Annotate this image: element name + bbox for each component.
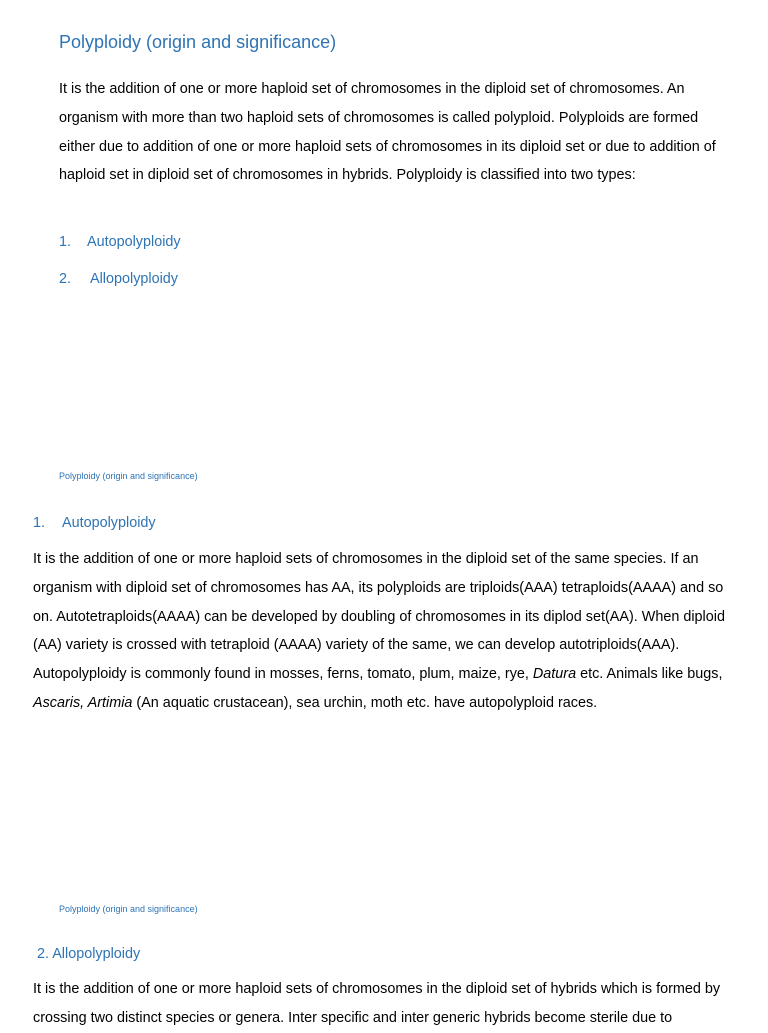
allopolyploidy-paragraph: It is the addition of one or more haploid sets of chromosomes in the diploid set of hybrids which is formed by crossing two distinct species or genera. Inter specific and inter generic hybrids become sterile due to (33, 981, 721, 1026)
species-name: Datura (532, 666, 577, 683)
intro-paragraph: It is the addition of one or more haploid set of chromosomes in the diploid set of chromosomes. An organism with more than two haploid sets of chromosomes is called polyploid. Polyploids are formed either due to addition of one or more haploid sets of chromosomes in its diploid set or due to addition of haploid set in diploid set of chromosomes in hybrids. Polyploidy is classified into two types: (59, 81, 716, 184)
section-heading-autopolyploidy (33, 513, 156, 533)
list-item-allopolyploidy (59, 269, 178, 289)
section-number: 1. (33, 515, 46, 531)
section-heading-allopolyploidy: 2. Allopolyploidy (37, 946, 141, 962)
body-text: (An aquatic crustacean), sea urchin, moth etc. have autopolyploid races. (132, 694, 598, 711)
body-text: etc. Animals like bugs, (576, 666, 723, 683)
list-number: 1. (59, 234, 72, 250)
species-name: Ascaris, Artimia (33, 694, 133, 711)
running-header: Polyploidy (origin and significance) (59, 904, 198, 914)
list-label: Autopolyploidy (87, 234, 181, 250)
body-text: It is the addition of one or more haploid sets of chromosomes in the diploid set of the same species. If an organism with diploid set of chromosomes has AA, its polyploids are triploids(AAA) tetraploids(AAAA) and so on. Autotetraploids(AAAA) can be developed by doubling of chromosomes in its diplod set(AA). When diploid (AA) variety is crossed with tetraploid (AAAA) variety of the same, we can develop autotriploids(AAA). Autopolyploidy is commonly found in mosses, ferns, tomato, plum, maize, rye, (33, 551, 725, 683)
list-label: Allopolyploidy (90, 271, 178, 287)
list-item-autopolyploidy (59, 232, 181, 252)
section-title: Autopolyploidy (62, 515, 156, 531)
running-header: Polyploidy (origin and significance) (59, 471, 198, 481)
page-title: Polyploidy (origin and significance) (59, 32, 337, 52)
list-number: 2. (59, 271, 72, 287)
autopolyploidy-paragraph (33, 545, 735, 718)
